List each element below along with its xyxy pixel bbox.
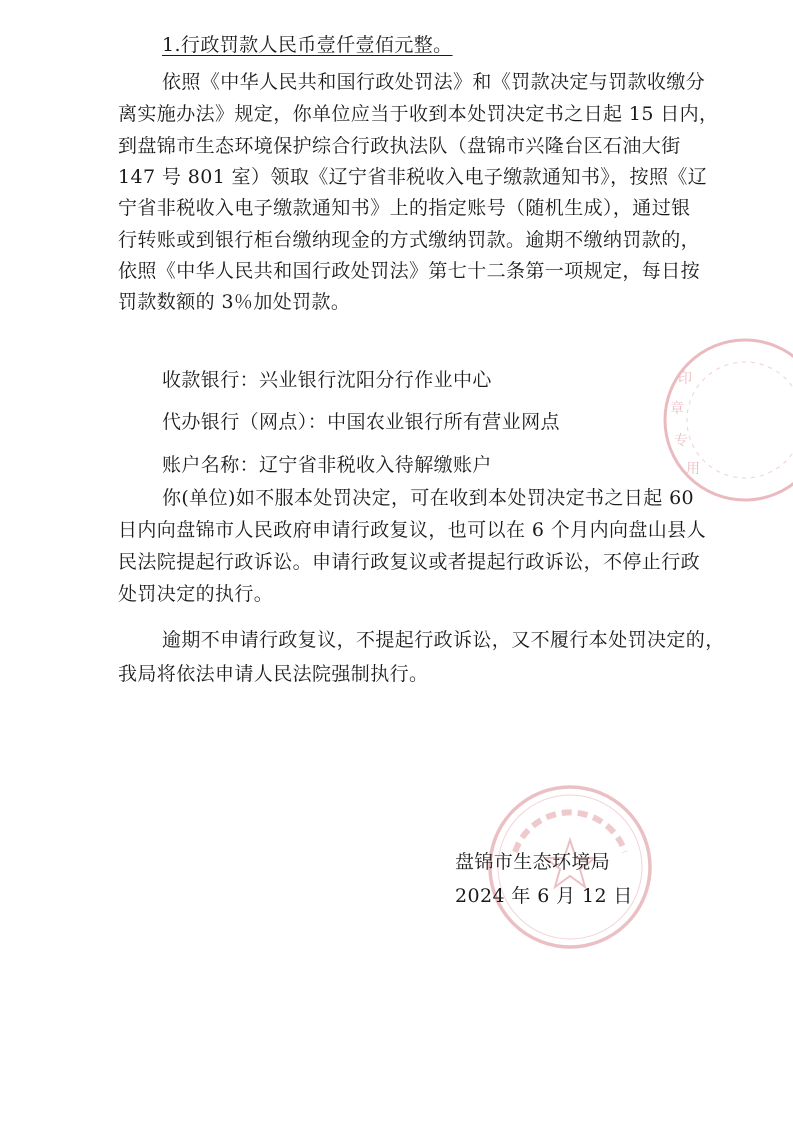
account-name-line: 账户名称：辽宁省非税收入待解缴账户 xyxy=(162,454,492,476)
paragraph-1-line: 147 号 801 室）领取《辽宁省非税收入电子缴款通知书》，按照《辽 xyxy=(118,166,708,188)
paragraph-1-line: 离实施办法》规定，你单位应当于收到本处罚决定书之日起 15 日内， xyxy=(118,103,719,125)
paragraph-1-line: 罚款数额的 3％加处罚款。 xyxy=(118,291,351,313)
partial-seal-stamp xyxy=(660,335,793,505)
paragraph-2-line: 民法院提起行政诉讼。申请行政复议或者提起行政诉讼，不停止行政 xyxy=(118,551,701,573)
bank-agent-line: 代办银行（网点）：中国农业银行所有营业网点 xyxy=(162,411,560,433)
svg-text:用: 用 xyxy=(686,461,700,477)
paragraph-3-line: 逾期不申请行政复议，不提起行政诉讼，又不履行本处罚决定的， xyxy=(162,629,725,651)
svg-text:专: 专 xyxy=(674,433,688,449)
paragraph-1-line: 行转账或到银行柜台缴纳现金的方式缴纳罚款。逾期不缴纳罚款的， xyxy=(118,229,701,251)
bank-payee-line: 收款银行：兴业银行沈阳分行作业中心 xyxy=(162,369,492,391)
paragraph-2-line: 处罚决定的执行。 xyxy=(118,583,274,605)
paragraph-2-line: 你(单位)如不服本处罚决定，可在收到本处罚决定书之日起 60 xyxy=(162,487,695,509)
item-heading: 1.行政罚款人民币壹仟壹佰元整。 xyxy=(162,34,453,56)
issue-date: 2024 年 6 月 12 日 xyxy=(455,885,633,907)
paragraph-1-line: 依照《中华人民共和国行政处罚法》和《罚款决定与罚款收缴分 xyxy=(162,71,706,93)
svg-text:印: 印 xyxy=(678,371,692,387)
paragraph-3-line: 我局将依法申请人民法院强制执行。 xyxy=(118,663,429,685)
paragraph-1-line: 依照《中华人民共和国行政处罚法》第七十二条第一项规定，每日按 xyxy=(118,260,701,282)
paragraph-1-line: 宁省非税收入电子缴款通知书》上的指定账号（随机生成），通过银 xyxy=(118,197,691,219)
paragraph-2-line: 日内向盘锦市人民政府申请行政复议，也可以在 6 个月内向盘山县人 xyxy=(118,519,706,541)
svg-text:章: 章 xyxy=(670,401,684,417)
issuing-organization: 盘锦市生态环境局 xyxy=(455,851,611,873)
paragraph-1-line: 到盘锦市生态环境保护综合行政执法队（盘锦市兴隆台区石油大街 xyxy=(118,135,681,157)
